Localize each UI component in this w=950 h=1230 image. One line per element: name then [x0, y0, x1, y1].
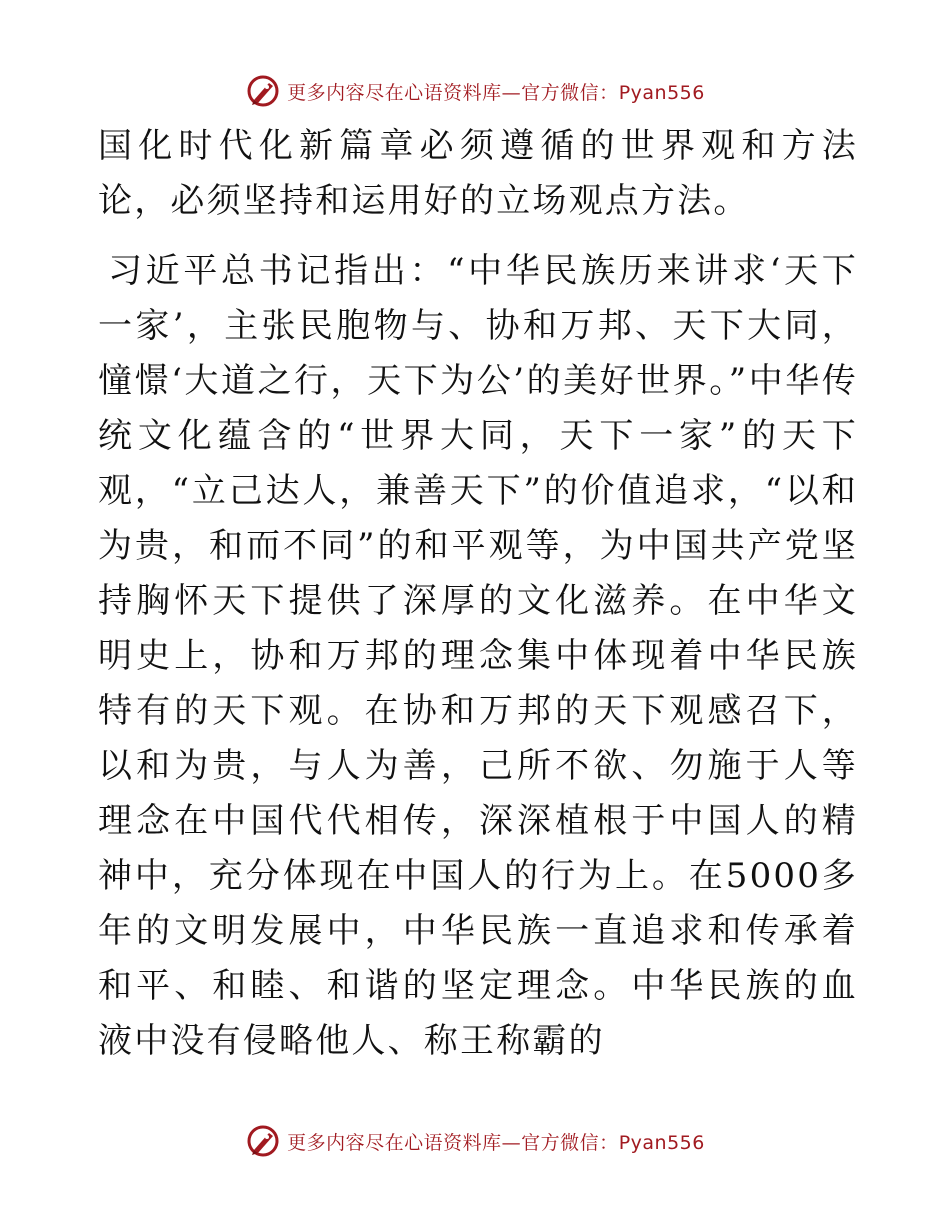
paragraph-continuation: 国化时代化新篇章必须遵循的世界观和方法论，必须坚持和运用好的立场观点方法。: [98, 126, 858, 221]
pen-circle-logo-icon: [245, 73, 281, 109]
paragraph-main: 习近平总书记指出：“中华民族历来讲求‘天下一家’，主张民胞物与、协和万邦、天下大同，憧憬‘大道之行，天下为公’的美好世界。”中华传统文化蕴含的“世界大同，天下一家”的天下观，“立己达人，兼善天下”的价值追求，“以和为贵，和而不同”的和平观等，为中国共产党坚持胸怀天下提供了深厚的文化滋养。在中华文明史上，协和万邦的理念集中体现着中华民族特有的天下观。在协和万邦的天下观感召下，以和为贵，与人为善，己所不欲、勿施于人等理念在中国代代相传，深深植根于中国人的精神中，充分体现在中国人的行为上。在5000多年的文明发展中，中华民族一直追求和传承着和平、和睦、和谐的坚定理念。中华民族的血液中没有侵略他人、称王称霸的: [98, 251, 858, 1061]
header-wechat-id: Pyan556: [618, 81, 705, 104]
footer-text: [287, 1128, 705, 1155]
footer-banner: [0, 1121, 950, 1161]
header-text: [287, 78, 705, 105]
header-main-text: 更多内容尽在心语资料库: [287, 81, 502, 104]
footer-wechat-id: Pyan556: [618, 1131, 705, 1154]
header-separator: —: [501, 81, 522, 104]
footer-main-text: 更多内容尽在心语资料库: [287, 1131, 502, 1154]
header-banner: [0, 71, 950, 111]
footer-separator: —: [501, 1131, 522, 1154]
header-wechat-label: 官方微信：: [521, 81, 619, 104]
pen-circle-logo-icon: [245, 1123, 281, 1159]
footer-wechat-label: 官方微信：: [521, 1131, 619, 1154]
document-body: [98, 119, 858, 1069]
